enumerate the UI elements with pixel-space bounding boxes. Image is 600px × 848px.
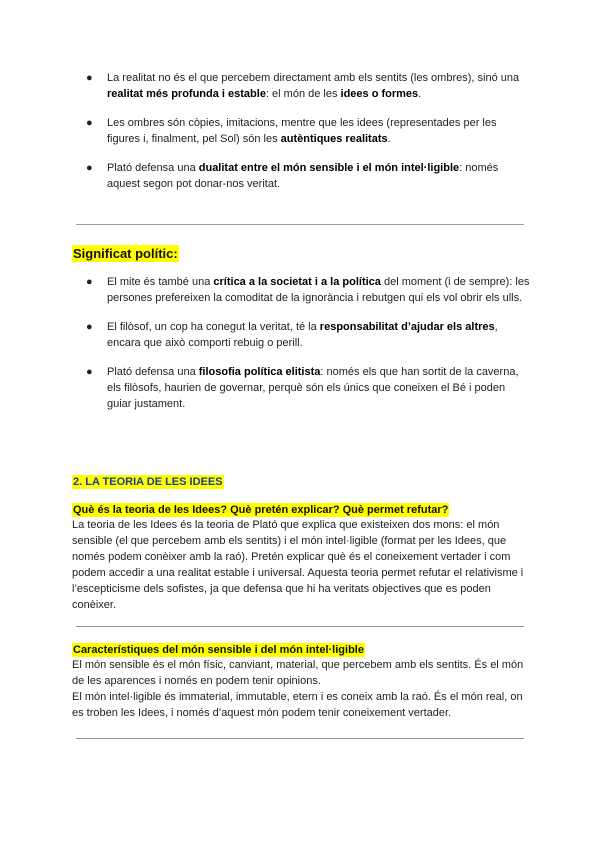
intelligible-world-text: El món intel·ligible és immaterial, immutable, etern i es coneix amb la raó. És el món real, on es troben les Idees, i només d’aquest món podem tenir coneixement vertader.	[72, 691, 523, 719]
political-bullet-list	[86, 274, 530, 425]
bullet-icon: ●	[86, 366, 93, 378]
bullet-icon: ●	[86, 162, 93, 174]
list-item: ● Plató defensa una dualitat entre el món sensible i el món intel·ligible: només aquest segon pot donar-nos veritat.	[86, 162, 499, 190]
horizontal-divider	[76, 626, 524, 627]
list-item: ● Les ombres són còpies, imitacions, mentre que les idees (representades per les figures i, finalment, pel Sol) són les autèntiques realitats.	[86, 117, 497, 145]
political-heading: Significat polític:	[73, 246, 178, 261]
list-item: ● El filòsof, un cop ha conegut la veritat, té la responsabilitat d’ajudar els altres, encara que això comporti rebuig o perill.	[86, 321, 498, 349]
bullet-icon: ●	[86, 117, 93, 129]
section-heading: 2. LA TEORIA DE LES IDEES	[73, 476, 223, 488]
horizontal-divider	[76, 738, 524, 739]
characteristics-heading: Característiques del món sensible i del món intel·ligible	[73, 644, 364, 656]
list-item: ● El mite és també una crítica a la societat i a la política del moment (i de sempre): les persones prefereixen la comoditat de la ignorància i rebutgen qui els vol obrir els ulls.	[86, 276, 530, 304]
sensible-world-text: El món sensible és el món físic, canviant, material, que percebem amb els sentits. És el món de les aparences i només en podem tenir opinions.	[72, 659, 524, 687]
question-heading: Què és la teoria de les Idees? Què pretén explicar? Què permet refutar?	[73, 504, 449, 516]
bullet-icon: ●	[86, 276, 93, 288]
list-item: ● Plató defensa una filosofia política elitista: només els que han sortit de la caverna, els filòsofs, haurien de governar, perquè són els únics que coneixen el Bé i poden guiar justament.	[86, 366, 519, 410]
question-answer-paragraph: La teoria de les Idees és la teoria de Plató que explica que existeixen dos mons: el món sensible (el que percebem amb els sentits) i el món intel·ligible (format per les Idees, que només podem conèixer amb la raó). Pretén explicar què és el coneixement vertader i com podem accedir a una realitat estable i universal. Aquesta teoria permet refutar el relativisme i l’escepticisme dels sofistes, ja que defensa que hi ha veritats objectives que es poden conèixer.	[72, 519, 524, 611]
list-item: ● La realitat no és el que percebem directament amb els sentits (les ombres), sinó una realitat més profunda i estable: el món de les idees o formes.	[86, 72, 520, 100]
horizontal-divider	[76, 224, 524, 225]
bullet-icon: ●	[86, 321, 93, 333]
characteristics-paragraph	[72, 657, 532, 721]
bullet-icon: ●	[86, 72, 93, 84]
intro-bullet-list	[86, 70, 530, 205]
